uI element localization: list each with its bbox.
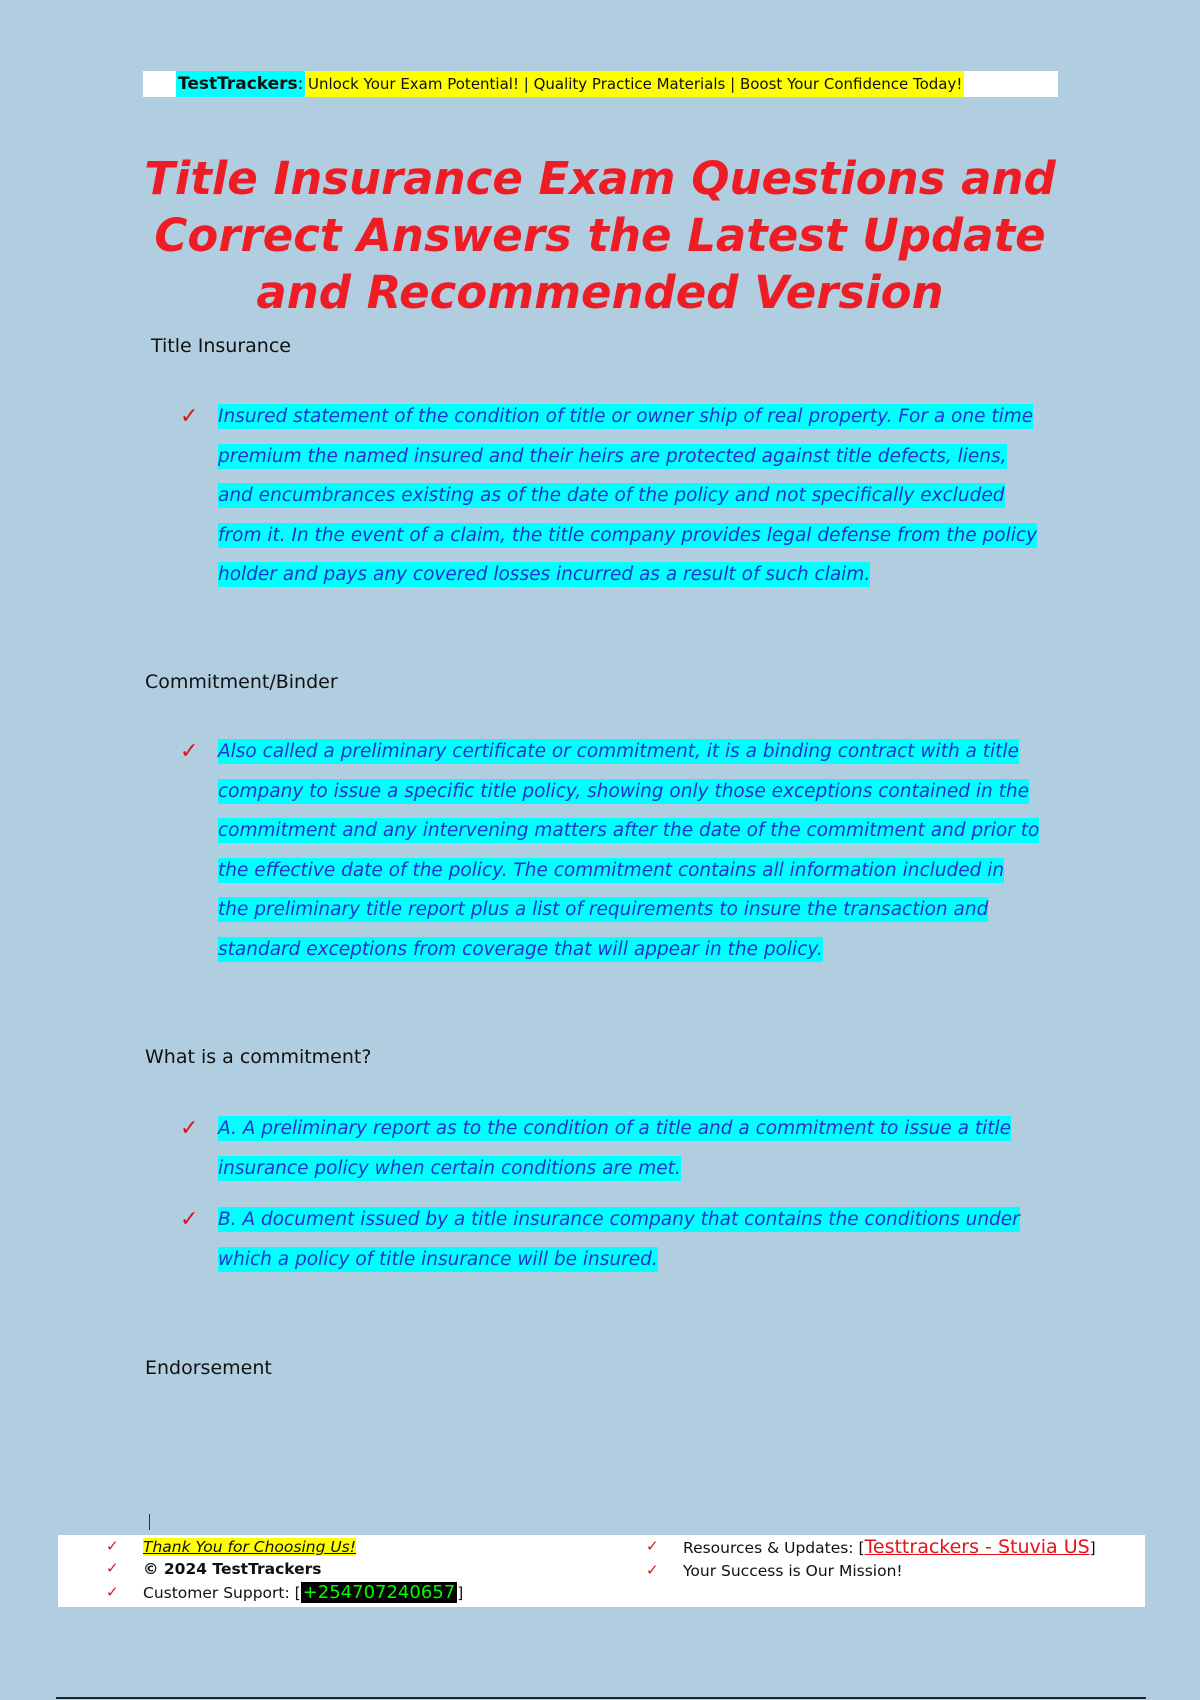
term-commitment-binder: Commitment/Binder xyxy=(145,671,338,693)
check-icon: ✓ xyxy=(646,1561,659,1579)
answer-text: B. A document issued by a title insurance company that contains the conditions under which a policy of title insurance will be insured. xyxy=(218,1209,1020,1270)
resources-link[interactable]: Testtrackers - Stuvia US xyxy=(864,1536,1090,1558)
footer-mission: Your Success is Our Mission! xyxy=(683,1562,903,1580)
header-banner xyxy=(143,71,1058,97)
answer-item xyxy=(180,397,1040,597)
check-icon: ✓ xyxy=(646,1537,659,1555)
answer-item xyxy=(180,1200,1040,1280)
answer-item xyxy=(180,732,1040,972)
check-icon: ✓ xyxy=(106,1537,119,1555)
header-tagline: Unlock Your Exam Potential! | Quality Practice Materials | Boost Your Confidence Today! xyxy=(306,71,964,97)
check-icon: ✓ xyxy=(180,1207,199,1232)
page-divider xyxy=(56,1697,1146,1699)
check-icon: ✓ xyxy=(180,739,199,764)
check-icon: ✓ xyxy=(180,1116,199,1141)
text-cursor xyxy=(149,1514,150,1530)
term-endorsement: Endorsement xyxy=(145,1357,272,1379)
footer-support: Customer Support: [ +254707240657 ] xyxy=(143,1582,464,1603)
answer-text: Insured statement of the condition of title or owner ship of real property. For a one time premium the named insured and their heirs are protected against title defects, liens, and encumbrances existing as of the date of the policy and not specifically excluded from it. In the event of a claim, the title company provides legal defense from the policy holder and pays any covered losses incurred as a result of such claim. xyxy=(218,406,1038,585)
answer-text: Also called a preliminary certificate or commitment, it is a binding contract with a title company to issue a specific title policy, showing only those exceptions contained in the commitment and any intervening matters after the date of the commitment and prior to the effective date of the policy. The commitment contains all information included in the preliminary title report plus a list of requirements to insure the transaction and standard exceptions from coverage that will appear in the policy. xyxy=(218,741,1040,960)
footer xyxy=(58,1535,1145,1607)
support-phone[interactable]: +254707240657 xyxy=(302,1582,456,1603)
term-title-insurance: Title Insurance xyxy=(151,335,291,357)
document-title: Title Insurance Exam Questions and Correct Answers the Latest Update and Recommended Version xyxy=(144,152,1056,319)
footer-resources: Resources & Updates: [Testtrackers - Stuvia US] xyxy=(683,1536,1096,1558)
check-icon: ✓ xyxy=(106,1583,119,1601)
footer-thanks: Thank You for Choosing Us! xyxy=(143,1538,356,1556)
header-brand: TestTrackers: xyxy=(176,71,305,97)
answer-text: A. A preliminary report as to the condition of a title and a commitment to issue a title insurance policy when certain conditions are met. xyxy=(218,1118,1012,1179)
term-what-is-commitment: What is a commitment? xyxy=(145,1046,372,1068)
answer-item xyxy=(180,1109,1040,1189)
check-icon: ✓ xyxy=(106,1559,119,1577)
check-icon: ✓ xyxy=(180,404,199,429)
footer-copyright: © 2024 TestTrackers xyxy=(143,1560,322,1578)
